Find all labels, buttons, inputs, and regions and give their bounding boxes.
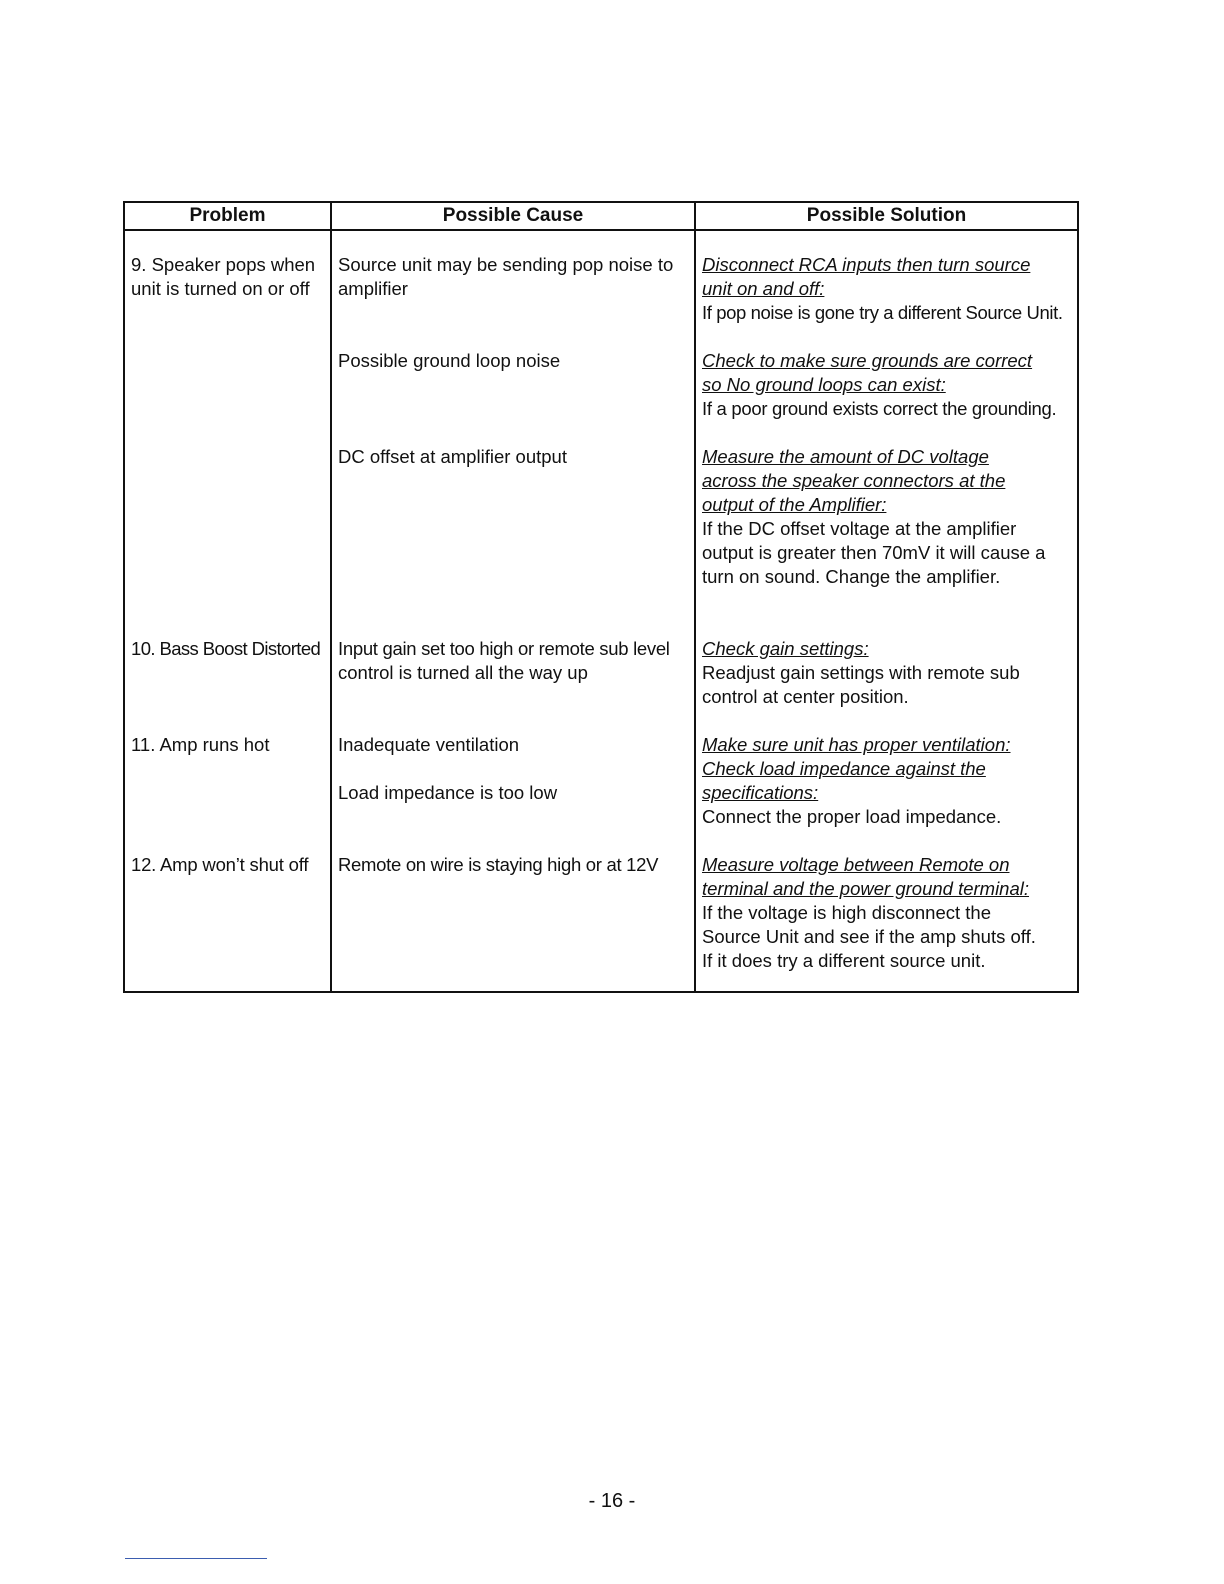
solution-text: control at center position.	[702, 686, 909, 707]
header-possible-solution: Possible Solution	[695, 202, 1078, 230]
table-row	[124, 230, 1078, 637]
problem-cell	[124, 733, 331, 853]
solution-text: If a poor ground exists correct the grounding.	[702, 398, 1057, 419]
footer-rule	[125, 1558, 267, 1559]
solution-cell	[695, 230, 1078, 637]
header-problem: Problem	[124, 202, 331, 230]
solution-heading: Check load impedance against the	[702, 758, 986, 779]
solution-heading: Disconnect RCA inputs then turn source	[702, 254, 1031, 275]
table-row	[124, 853, 1078, 992]
solution-heading: across the speaker connectors at the	[702, 470, 1006, 491]
solution-text: Connect the proper load impedance.	[702, 806, 1002, 827]
solution-text: Readjust gain settings with remote sub	[702, 662, 1020, 683]
problem-text: unit is turned on or off	[131, 278, 310, 299]
solution-text: If the DC offset voltage at the amplifier	[702, 518, 1017, 539]
cause-text: amplifier	[338, 278, 408, 299]
solution-text: If pop noise is gone try a different Source Unit.	[702, 302, 1063, 323]
solution-text: Source Unit and see if the amp shuts off.	[702, 926, 1036, 947]
problem-text: 10. Bass Boost Distorted	[131, 638, 321, 659]
solution-cell	[695, 637, 1078, 733]
header-possible-cause: Possible Cause	[331, 202, 695, 230]
page-number: - 16 -	[588, 1490, 636, 1512]
problem-text: 11. Amp runs hot	[131, 734, 270, 755]
solution-cell	[695, 733, 1078, 853]
solution-heading: unit on and off:	[702, 278, 825, 299]
solution-text: If it does try a different source unit.	[702, 950, 986, 971]
troubleshooting-table	[123, 201, 1079, 993]
solution-cell	[695, 853, 1078, 992]
cause-text: Inadequate ventilation	[338, 734, 520, 755]
solution-heading: Measure voltage between Remote on	[702, 854, 1010, 875]
cause-cell	[331, 853, 695, 992]
cause-text: Possible ground loop noise	[338, 350, 561, 371]
solution-heading: output of the Amplifier:	[702, 494, 887, 515]
table-header-row	[124, 202, 1078, 230]
problem-cell	[124, 230, 331, 637]
table-row	[124, 733, 1078, 853]
solution-heading: Measure the amount of DC voltage	[702, 446, 989, 467]
cause-cell	[331, 637, 695, 733]
cause-text: Load impedance is too low	[338, 782, 558, 803]
solution-heading: Check gain settings:	[702, 638, 869, 659]
problem-text: 12. Amp won’t shut off	[131, 854, 309, 875]
solution-text: If the voltage is high disconnect the	[702, 902, 991, 923]
cause-text: control is turned all the way up	[338, 662, 588, 683]
solution-heading: Check to make sure grounds are correct	[702, 350, 1033, 371]
cause-text: DC offset at amplifier output	[338, 446, 567, 467]
problem-text: 9. Speaker pops when	[131, 254, 316, 275]
problem-cell	[124, 637, 331, 733]
solution-heading: terminal and the power ground terminal:	[702, 878, 1030, 899]
cause-text: Source unit may be sending pop noise to	[338, 254, 674, 275]
cause-cell	[331, 230, 695, 637]
solution-heading: so No ground loops can exist:	[702, 374, 946, 395]
solution-text: output is greater then 70mV it will cause a	[702, 542, 1046, 563]
solution-heading: Make sure unit has proper ventilation:	[702, 734, 1011, 755]
solution-text: turn on sound. Change the amplifier.	[702, 566, 1001, 587]
cause-text: Input gain set too high or remote sub level	[338, 638, 670, 659]
table-row	[124, 637, 1078, 733]
problem-cell	[124, 853, 331, 992]
cause-text: Remote on wire is staying high or at 12V	[338, 854, 659, 875]
cause-cell	[331, 733, 695, 853]
solution-heading: specifications:	[702, 782, 819, 803]
